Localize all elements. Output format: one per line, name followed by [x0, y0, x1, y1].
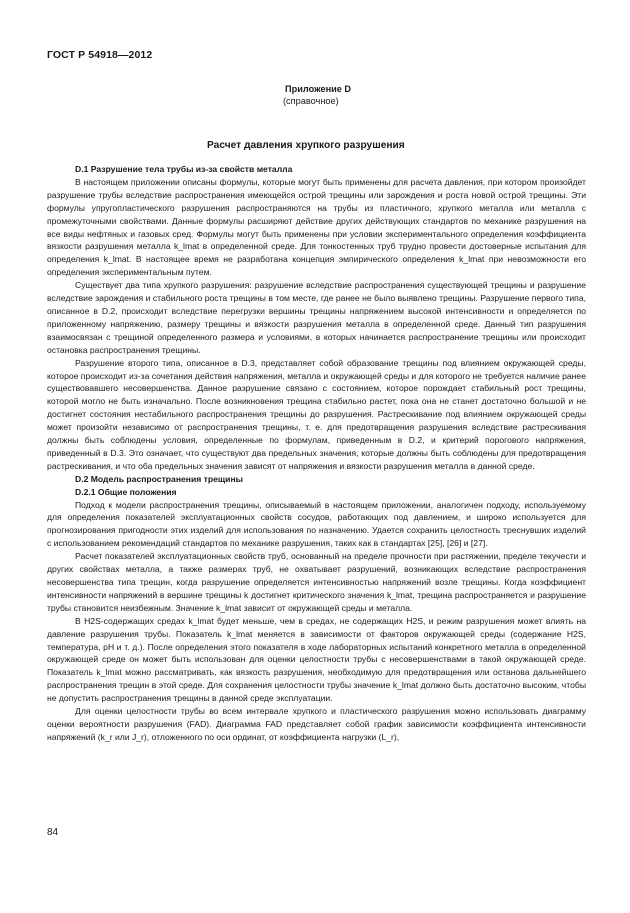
section-title: Расчет давления хрупкого разрушения	[207, 140, 405, 151]
d1-paragraph-1: В настоящем приложении описаны формулы, которые могут быть применены для расчета давления, при котором произойдет разрушение трубы вследствие распространения имеющейся острой трещины или зарождения и роста новой острой трещины. Эти формулы упругопластического разрушения распространяются на трубы из пластичного, хрупкого металла или металла с промежуточными свойствами. Данные формулы расширяют действие других действующих стандартов по механике разрушения на все виды нефтяных и газовых сред. Формулы могут быть применены при условии экспериментального определения коэффициента вязкости разрушения металла k_lmat в определенной среде. Для тонкостенных труб трудно провести достоверные испытания для определения k_lmat. В настоящее время не разработана концепция эмпирического определения k_lmat при невозможности его определения экспериментальным путем.	[47, 176, 586, 278]
d2-paragraph-2: Расчет показателей эксплуатационных свойств труб, основанный на пределе прочности при растяжении, пределе текучести и других свойствах металла, а также размерах труб, не охватывает разрушений, возникающих вследствие распространения несовершенства типа трещин, когда разрушение определяется интенсивностью напряжений возле трещины. Когда коэффициент интенсивности напряжений в вершине трещины k достигнет критического значения k_lmat, трещина распространяется и разрушение трубы становится неизбежным. Значение k_lmat зависит от окружающей среды и металла.	[47, 551, 586, 613]
annex-title: Приложение D	[285, 84, 352, 94]
d2-paragraph-4: Для оценки целостности трубы во всем интервале хрупкого и пластического разрушения можно использовать диаграмму оценки вероятности разрушения (FAD). Диаграмма FAD представляет собой график зависимости коэффициента интенсивности напряжений (k_r или J_r), отложенного по оси ординат, от коэффициента нагрузки (L_r),	[47, 706, 586, 742]
d21-heading: D.2.1 Общие положения	[75, 486, 177, 497]
d1-heading: D.1 Разрушение тела трубы из-за свойств металла	[75, 164, 293, 174]
standard-header: ГОСТ Р 54918—2012	[47, 49, 153, 61]
d2-paragraph-3: В H2S-содержащих средах k_lmat будет меньше, чем в средах, не содержащих H2S, и режим разрушения может влиять на давление разрушения трубы. Показатель k_lmat меняется в зависимости от факторов окружающей среды (содержание H2S, температура, pH и т. д.). После определения этого показателя в ходе лабораторных испытаний конкретного металла в определенной окружающей среде он может быть использован для оценки целостности трубы с несовершенствами в такой окружающей среде. Показатель k_lmat можно рассматривать, как вязкость разрушения, необходимую для предотвращения или останова дальнейшего распространения трещин в этой среде. Для сохранения целостности трубы значение k_lmat должно быть достаточно высоким, чтобы не допустить распространения трещины в данной среде эксплуатации.	[47, 615, 586, 704]
d2-heading: D.2 Модель распространения трещины	[75, 473, 243, 484]
d1-paragraph-2: Существует два типа хрупкого разрушения: разрушение вследствие распространения существующей трещины и разрушение вследствие зарождения и стабильного роста трещины в том месте, где ранее не было выявлено трещины. Разрушение первого типа, описанное в D.2, происходит вследствие перегрузки вершины трещины напряжением высокой интенсивности и определяется по приложенному напряжению, размеру трещины и вязкости разрушения металла в определенной среде. Данный тип разрушения взаимосвязан с трещиной определенного размера и условиями, в которых начинается распространение трещины или происходит остановка распространения трещины.	[47, 280, 586, 355]
d2-paragraph-1: Подход к модели распространения трещины, описываемый в настоящем приложении, аналогичен подходу, используемому для определения показателей эксплуатационных свойств сосудов, работающих под давлением, и широко используется для прогнозирования пригодности этих изделий для использования по назначению. Удается сохранить целостность треснувших изделий с использованием рекомендаций стандартов по механике разрушения, таких как в стандартах [25], [26] и [27].	[47, 499, 586, 549]
body-text	[47, 163, 586, 744]
page-number: 84	[47, 827, 59, 838]
d1-paragraph-3: Разрушение второго типа, описанное в D.3, представляет собой образование трещины под влиянием окружающей среды, которое происходит из-за сочетания действия напряжения, металла и окружающей среды и для которого не требуется наличие ранее существовавшего несовершенства. Данное разрушение связано с состоянием, которое порождает стабильный рост трещины, которой могло не быть изначально. После возникновения трещина стабильно растет, пока она не станет достаточно большой и не достигнет состояния нестабильного распространения трещины до разрушения. Растрескивание под влиянием окружающей среды может произойти независимо от распространения трещины, т. е. для предотвращения разрушения вследствие растрескивания должны быть соблюдены условия, определенные по формулам, приведенным в D.2, и критерий порогового напряжения, приведенный в D.3. Это означает, что существуют два предельных значения, которые должны быть соблюдены для предотвращения растрескивания, и что оба предельных значения зависят от напряжения и вязкости разрушения металла в данной среде.	[47, 357, 586, 471]
annex-note: (справочное)	[283, 96, 339, 106]
